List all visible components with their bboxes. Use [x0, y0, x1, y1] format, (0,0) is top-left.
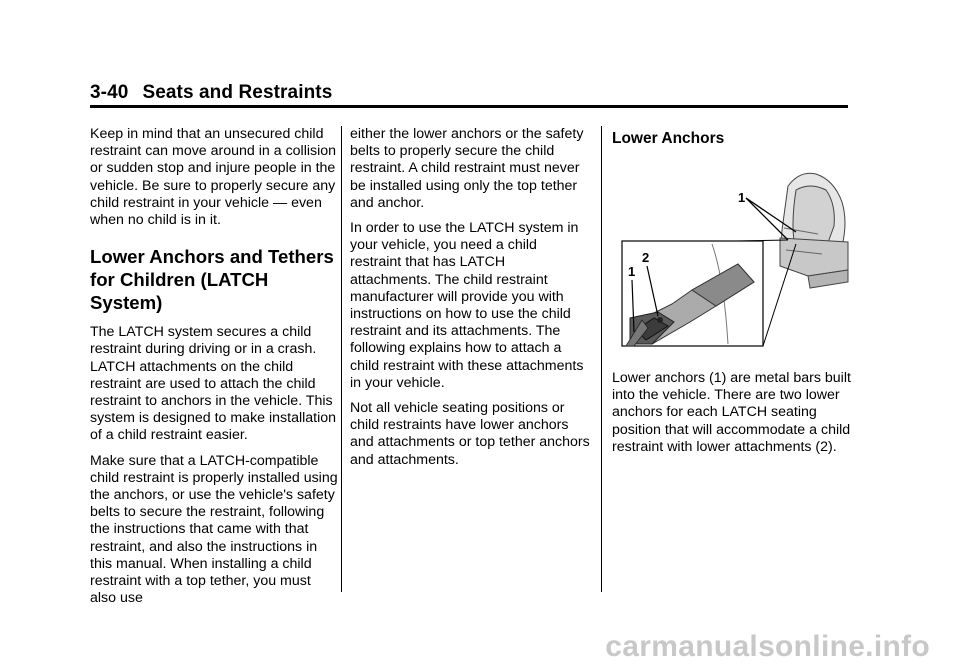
paragraph-unsecured-restraint: Keep in mind that an unsecured child restraint can move around in a collision or sudden stop and injure people in the vehicle. Be sure to properly secure any child restraint in your vehicle — even when no child is in it.	[90, 126, 337, 229]
page-header	[90, 82, 332, 104]
latch-heading: Lower Anchors and Tethers for Children (LATCH System)	[90, 246, 334, 314]
paragraph-latch-secures: The LATCH system secures a child restraint during driving or in a crash. LATCH attachments on the child restraint are used to attach the child restraint to anchors in the vehicle. This system is designed to make installation of a child restraint easier.	[90, 324, 337, 444]
inset-callout-number-1: 1	[628, 264, 636, 279]
column-2	[350, 126, 590, 477]
column-3	[612, 126, 852, 147]
section-title: Seats and Restraints	[142, 82, 333, 103]
seat-callout-number: 1	[738, 190, 746, 205]
column-3-lower	[612, 370, 852, 464]
inset-callout-number-2: 2	[642, 250, 650, 265]
child-seat-drawing	[780, 173, 848, 288]
watermark: carmanualsonline.info	[605, 630, 930, 663]
paragraph-not-all-positions: Not all vehicle seating positions or child restraints have lower anchors and attachments or top tether anchors and attachments.	[350, 400, 590, 468]
column-divider-1	[341, 126, 342, 592]
paragraph-latch-compatible: Make sure that a LATCH-compatible child restraint is properly installed using the anchors, or use the vehicle's safety belts to secure the restraint, following the instructions that came with that restraint, and also the instructions in this manual. When installing a child restraint with a top tether, you must also use	[90, 452, 338, 607]
paragraph-lower-anchors-or-belts: either the lower anchors or the safety belts to properly secure the child restraint. A child restraint must never be installed using only the top tether and anchor.	[350, 126, 584, 211]
column-divider-2	[601, 126, 602, 592]
header-rule	[90, 105, 848, 108]
column-1	[90, 126, 340, 615]
anchor-detail-inset	[622, 241, 763, 346]
paragraph-use-latch: In order to use the LATCH system in your vehicle, you need a child restraint that has LATCH attachments. The child restraint manufacturer will provide you with instructions on how to use the child restraint and its attachments. The following explains how to attach a child restraint with these attachments in your vehicle.	[350, 220, 584, 391]
lower-anchors-heading: Lower Anchors	[612, 130, 725, 147]
page-number: 3-40	[90, 82, 129, 103]
lower-anchors-illustration	[612, 168, 852, 350]
paragraph-lower-anchors-desc: Lower anchors (1) are metal bars built into the vehicle. There are two lower anchors for each LATCH seating position that will accommodate a child restraint with lower attachments (2).	[612, 370, 851, 455]
